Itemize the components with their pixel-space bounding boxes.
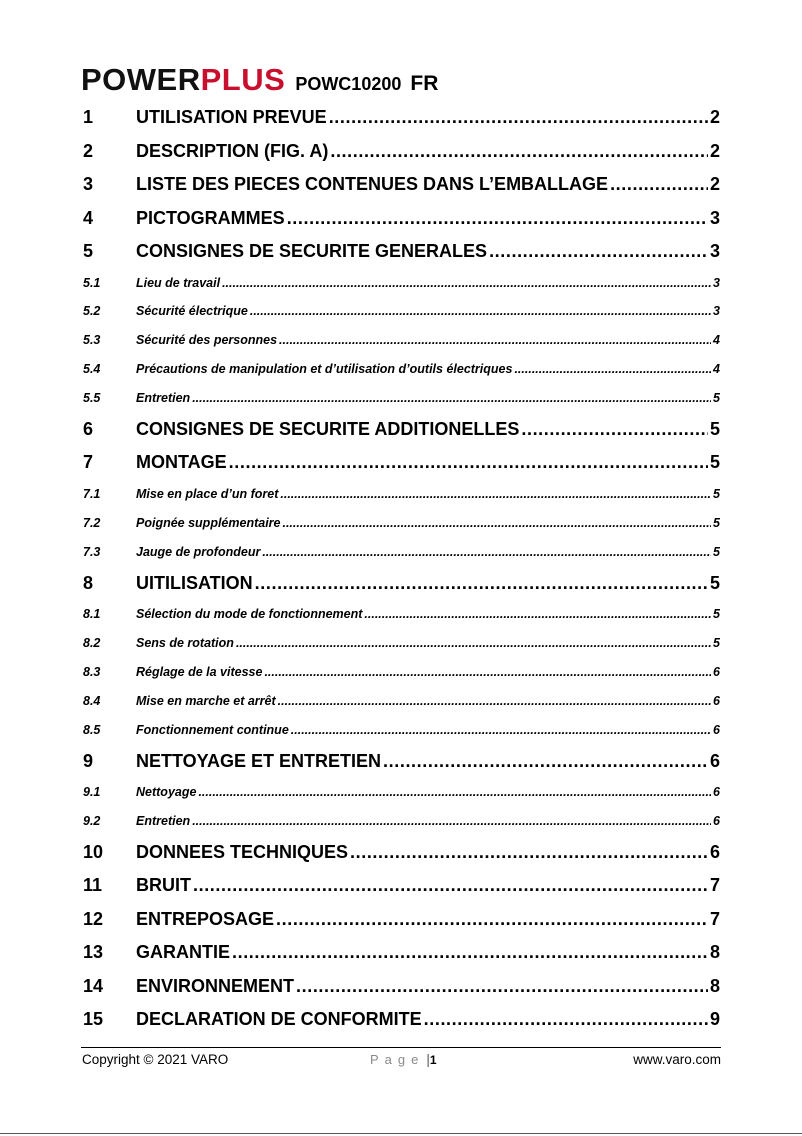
toc-entry-page: 5 [713, 636, 720, 651]
toc-chapter-entry[interactable] [83, 1003, 720, 1037]
toc-entry-page: 6 [713, 693, 720, 708]
page-word: Page [370, 1052, 425, 1067]
toc-entry-title: Sélection du mode de fonctionnement [136, 607, 363, 622]
toc-leader-dots [610, 168, 708, 202]
toc-leader-dots [262, 538, 711, 567]
brand-logo [81, 62, 285, 98]
toc-entry-title: UTILISATION PREVUE [136, 107, 327, 127]
toc-entry-page: 6 [709, 841, 720, 862]
toc-leader-dots [330, 135, 708, 169]
toc-entry-page: 2 [709, 174, 720, 194]
toc-entry-page: 4 [713, 333, 720, 348]
toc-entry-page: 8 [709, 975, 720, 996]
toc-section-entry[interactable] [83, 629, 720, 658]
toc-leader-dots [232, 936, 708, 970]
toc-leader-dots [192, 384, 711, 413]
toc-section-entry[interactable] [83, 297, 720, 326]
toc-leader-dots [229, 446, 708, 480]
toc-entry-title: Poignée supplémentaire [136, 515, 281, 530]
toc-entry-title: Sécurité des personnes [136, 333, 278, 348]
toc-entry-title: DESCRIPTION (FIG. A) [136, 140, 329, 161]
toc-entry-page: 5 [713, 486, 720, 501]
toc-chapter-entry[interactable] [83, 168, 720, 202]
toc-entry-title: CONSIGNES DE SECURITE ADDITIONELLES [136, 418, 520, 439]
toc-entry-number: 8.2 [83, 636, 101, 651]
toc-section-entry[interactable] [83, 269, 720, 298]
toc-chapter-entry[interactable] [83, 202, 720, 236]
toc-leader-dots [296, 970, 708, 1004]
toc-chapter-entry[interactable] [83, 235, 720, 269]
toc-entry-number: 10 [83, 841, 104, 862]
toc-leader-dots [278, 687, 711, 716]
toc-entry-title: CONSIGNES DE SECURITE GENERALES [136, 241, 488, 261]
toc-entry-page: 7 [709, 908, 720, 929]
toc-entry-number: 7.1 [83, 486, 101, 501]
toc-entry-title: Jauge de profondeur [136, 544, 261, 559]
toc-section-entry[interactable] [83, 538, 720, 567]
toc-leader-dots [280, 480, 711, 509]
toc-entry-number: 8.3 [83, 664, 101, 679]
toc-entry-page: 9 [709, 1009, 720, 1030]
toc-section-entry[interactable] [83, 355, 720, 384]
toc-entry-number: 7.2 [83, 515, 101, 530]
toc-entry-number: 13 [83, 942, 104, 963]
toc-section-entry[interactable] [83, 807, 720, 836]
toc-leader-dots [193, 869, 708, 903]
toc-entry-page: 5 [709, 452, 720, 473]
toc-leader-dots [514, 355, 711, 384]
toc-leader-dots [291, 716, 711, 745]
toc-entry-title: Sens de rotation [136, 636, 234, 651]
toc-chapter-entry[interactable] [83, 970, 720, 1004]
document-footer [81, 1052, 721, 1072]
toc-chapter-entry[interactable] [83, 446, 720, 480]
toc-entry-page: 5 [713, 391, 720, 406]
toc-section-entry[interactable] [83, 600, 720, 629]
toc-leader-dots [264, 658, 711, 687]
toc-entry-number: 8.4 [83, 693, 101, 708]
toc-leader-dots [329, 101, 708, 135]
copyright-text: Copyright © 2021 VARO [82, 1052, 229, 1067]
page-separator: | [426, 1052, 430, 1067]
toc-entry-page: 6 [709, 750, 720, 771]
toc-section-entry[interactable] [83, 384, 720, 413]
toc-entry-title: UITILISATION [136, 572, 253, 593]
toc-entry-page: 3 [713, 275, 720, 290]
toc-entry-page: 3 [713, 304, 720, 319]
toc-leader-dots [236, 629, 711, 658]
toc-entry-title: Nettoyage [136, 785, 197, 800]
toc-leader-dots [489, 235, 708, 269]
footer-divider [81, 1047, 721, 1048]
toc-chapter-entry[interactable] [83, 836, 720, 870]
toc-entry-number: 9.1 [83, 785, 101, 800]
toc-entry-title: BRUIT [136, 875, 191, 896]
toc-entry-number: 7 [83, 452, 94, 473]
toc-chapter-entry[interactable] [83, 101, 720, 135]
toc-entry-title: PICTOGRAMMES [136, 207, 285, 228]
toc-leader-dots [192, 807, 711, 836]
toc-leader-dots [222, 269, 711, 298]
toc-entry-title: LISTE DES PIECES CONTENUES DANS L’EMBALLAGE [136, 174, 609, 194]
model-number: POWC10200 [295, 74, 402, 94]
toc-entry-title: ENVIRONNEMENT [136, 975, 295, 996]
toc-section-entry[interactable] [83, 716, 720, 745]
toc-section-entry[interactable] [83, 480, 720, 509]
toc-entry-title: Réglage de la vitesse [136, 664, 263, 679]
toc-entry-title: MONTAGE [136, 452, 227, 473]
brand-logo-part1: POWER [81, 62, 201, 97]
toc-entry-title: ENTREPOSAGE [136, 908, 275, 929]
toc-entry-title: Précautions de manipulation et d’utilisation d’outils électriques [136, 362, 513, 377]
toc-entry-number: 5.1 [83, 275, 101, 290]
toc-entry-page: 5 [713, 607, 720, 622]
toc-leader-dots [198, 778, 711, 807]
toc-entry-title: Fonctionnement continue [136, 722, 289, 737]
toc-entry-number: 5.5 [83, 391, 101, 406]
toc-entry-number: 2 [83, 140, 94, 161]
document-header [81, 62, 438, 96]
toc-entry-page: 6 [713, 664, 720, 679]
toc-entry-title: NETTOYAGE ET ENTRETIEN [136, 750, 382, 771]
toc-leader-dots [276, 903, 708, 937]
toc-entry-number: 7.3 [83, 544, 101, 559]
toc-leader-dots [287, 202, 708, 236]
toc-entry-title: Lieu de travail [136, 275, 221, 290]
toc-entry-title: GARANTIE [136, 942, 230, 963]
toc-entry-page: 6 [713, 722, 720, 737]
toc-entry-title: Mise en place d’un foret [136, 486, 279, 501]
toc-chapter-entry[interactable] [83, 869, 720, 903]
toc-chapter-entry[interactable] [83, 745, 720, 779]
toc-entry-number: 5.3 [83, 333, 101, 348]
toc-entry-page: 8 [709, 942, 720, 963]
toc-entry-title: DONNEES TECHNIQUES [136, 841, 349, 862]
toc-entry-title: Sécurité électrique [136, 304, 248, 319]
toc-entry-number: 5.4 [83, 362, 101, 377]
toc-entry-number: 5 [83, 241, 94, 261]
toc-entry-title: Entretien [136, 813, 191, 828]
toc-entry-number: 11 [83, 875, 103, 896]
website-link[interactable]: www.varo.com [633, 1052, 721, 1067]
toc-section-entry[interactable] [83, 326, 720, 355]
toc-section-entry[interactable] [83, 778, 720, 807]
toc-leader-dots [424, 1003, 708, 1037]
toc-entry-number: 4 [83, 207, 94, 228]
toc-chapter-entry[interactable] [83, 135, 720, 169]
toc-entry-title: DECLARATION DE CONFORMITE [136, 1009, 422, 1030]
toc-section-entry[interactable] [83, 658, 720, 687]
toc-entry-page: 3 [709, 207, 720, 228]
toc-leader-dots [364, 600, 711, 629]
toc-entry-page: 5 [709, 418, 720, 439]
toc-chapter-entry[interactable] [83, 936, 720, 970]
toc-chapter-entry[interactable] [83, 413, 720, 447]
toc-entry-page: 2 [709, 140, 720, 161]
toc-section-entry[interactable] [83, 687, 720, 716]
table-of-contents [83, 101, 720, 1037]
toc-entry-page: 4 [713, 362, 720, 377]
toc-entry-number: 8.1 [83, 607, 101, 622]
toc-entry-page: 5 [709, 572, 720, 593]
toc-entry-number: 1 [83, 107, 94, 127]
toc-entry-number: 6 [83, 418, 94, 439]
toc-entry-title: Entretien [136, 391, 191, 406]
toc-entry-page: 6 [713, 813, 720, 828]
toc-entry-number: 9 [83, 750, 94, 771]
toc-entry-number: 8 [83, 572, 94, 593]
toc-leader-dots [383, 745, 708, 779]
toc-entry-page: 5 [713, 515, 720, 530]
toc-entry-page: 5 [713, 544, 720, 559]
toc-section-entry[interactable] [83, 509, 720, 538]
toc-leader-dots [282, 509, 711, 538]
toc-entry-page: 3 [709, 241, 720, 261]
toc-leader-dots [250, 297, 711, 326]
toc-leader-dots [521, 413, 708, 447]
toc-entry-number: 8.5 [83, 722, 101, 737]
toc-entry-page: 2 [709, 107, 720, 127]
page-indicator [370, 1052, 437, 1067]
toc-leader-dots [350, 836, 708, 870]
toc-entry-title: Mise en marche et arrêt [136, 693, 276, 708]
brand-logo-part2: PLUS [200, 62, 286, 97]
toc-entry-number: 9.2 [83, 813, 101, 828]
language-code: FR [410, 72, 439, 95]
toc-entry-number: 15 [83, 1009, 104, 1030]
toc-entry-number: 3 [83, 174, 94, 194]
toc-entry-page: 6 [713, 785, 720, 800]
page-bottom-border [0, 1133, 802, 1134]
toc-entry-number: 5.2 [83, 304, 101, 319]
page-number: 1 [429, 1053, 437, 1067]
toc-chapter-entry[interactable] [83, 567, 720, 601]
toc-entry-number: 12 [83, 908, 104, 929]
toc-entry-page: 7 [709, 875, 720, 896]
toc-entry-number: 14 [83, 975, 104, 996]
toc-chapter-entry[interactable] [83, 903, 720, 937]
toc-leader-dots [255, 567, 708, 601]
toc-leader-dots [279, 326, 711, 355]
